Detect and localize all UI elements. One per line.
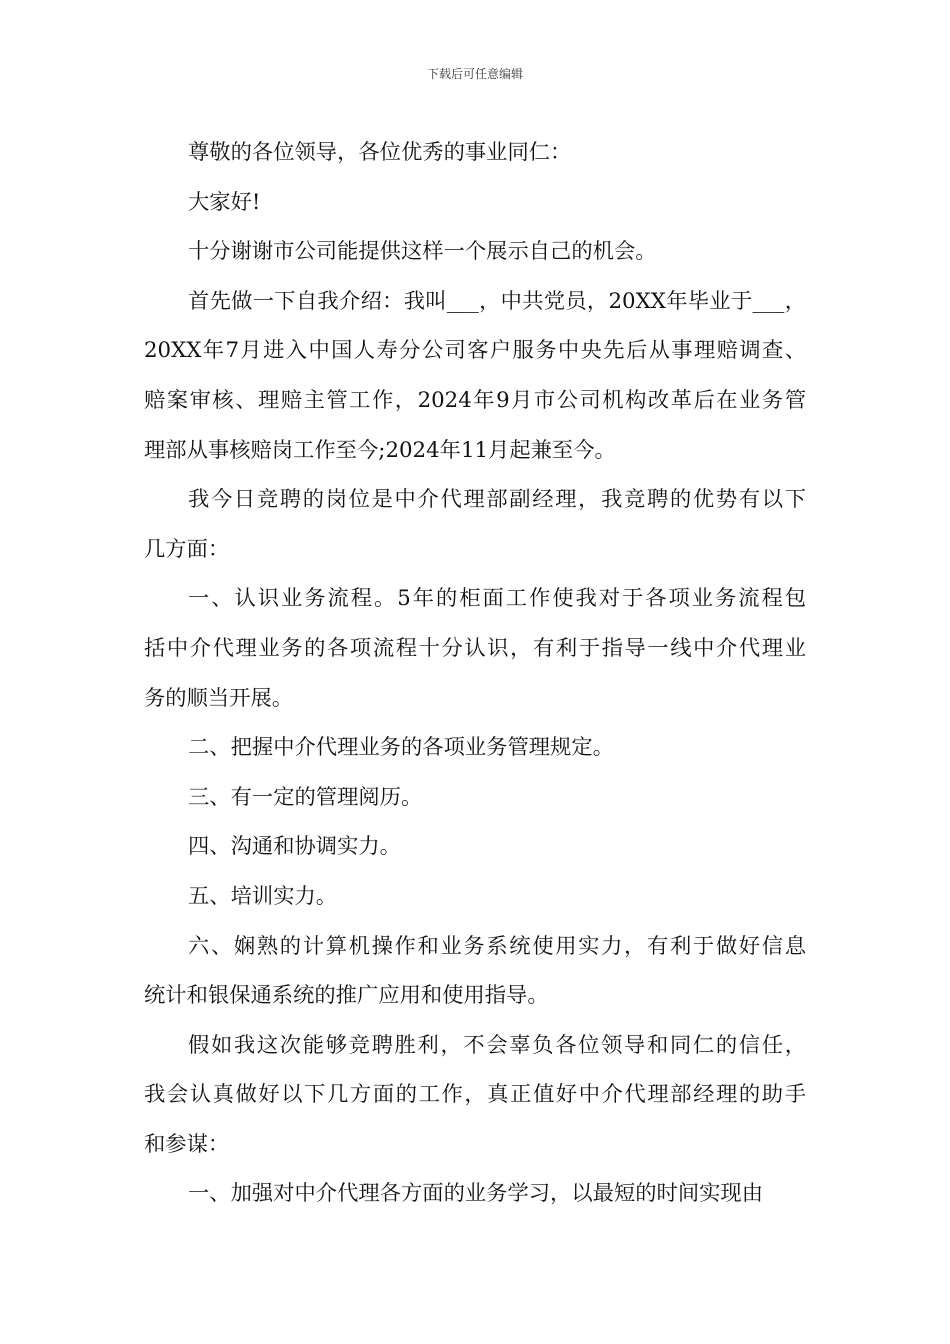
paragraph — [144, 1021, 806, 1170]
paragraph — [144, 227, 806, 277]
paragraph-line: 尊敬的各位领导，各位优秀的事业同仁： — [188, 140, 572, 165]
paragraph — [144, 1169, 806, 1219]
paragraph-line: 假如我这次能够竞聘胜利，不会辜负各位领导和同仁的信任， — [188, 1032, 806, 1058]
paragraph-line: 二、把握中介代理业务的各项业务管理规定。 — [188, 735, 614, 761]
paragraph-line: 五、培训实力。 — [188, 883, 338, 909]
paragraph-line: 和参谋： — [144, 1131, 230, 1157]
paragraph-line: 务的顺当开展。 — [144, 685, 294, 711]
paragraph — [144, 922, 806, 1021]
page-header: 下载后可任意编辑 — [426, 67, 523, 81]
paragraph-line: 几方面： — [144, 536, 230, 562]
paragraph — [144, 475, 806, 574]
paragraph-line: 我会认真做好以下几方面的工作，真正值好中介代理部经理的助手 — [144, 1082, 806, 1108]
paragraph-line: 20XX年7月进入中国人寿分公司客户服务中央先后从事理赔调查、 — [144, 338, 806, 364]
paragraph — [144, 128, 806, 178]
document-body — [144, 128, 806, 1219]
paragraph-line: 首先做一下自我介绍：我叫___，中共党员，20XX年毕业于___， — [188, 288, 806, 314]
paragraph-line: 十分谢谢市公司能提供这样一个展示自己的机会。 — [188, 239, 657, 265]
paragraph — [144, 822, 806, 872]
paragraph-line: 括中介代理业务的各项流程十分认识，有利于指导一线中介代理业 — [144, 635, 806, 661]
paragraph-line: 一、认识业务流程。5年的柜面工作使我对于各项业务流程包 — [188, 586, 806, 612]
paragraph — [144, 277, 806, 475]
paragraph-line: 我今日竞聘的岗位是中介代理部副经理，我竞聘的优势有以下 — [188, 487, 806, 513]
paragraph-line: 三、有一定的管理阅历。 — [188, 784, 423, 810]
paragraph — [144, 872, 806, 922]
paragraph-line: 统计和银保通系统的推广应用和使用指导。 — [144, 983, 549, 1009]
paragraph — [144, 773, 806, 823]
paragraph — [144, 178, 806, 228]
paragraph — [144, 723, 806, 773]
paragraph-line: 四、沟通和协调实力。 — [188, 834, 401, 860]
paragraph-line: 一、加强对中介代理各方面的业务学习，以最短的时间实现由 — [188, 1181, 764, 1207]
paragraph — [144, 574, 806, 723]
paragraph-line: 大家好! — [188, 189, 261, 215]
paragraph-line: 六、娴熟的计算机操作和业务系统使用实力，有利于做好信息 — [188, 933, 806, 959]
paragraph-line: 赔案审核、理赔主管工作，2024年9月市公司机构改革后在业务管 — [144, 387, 806, 413]
paragraph-line: 理部从事核赔岗工作至今;2024年11月起兼至今。 — [144, 437, 616, 463]
